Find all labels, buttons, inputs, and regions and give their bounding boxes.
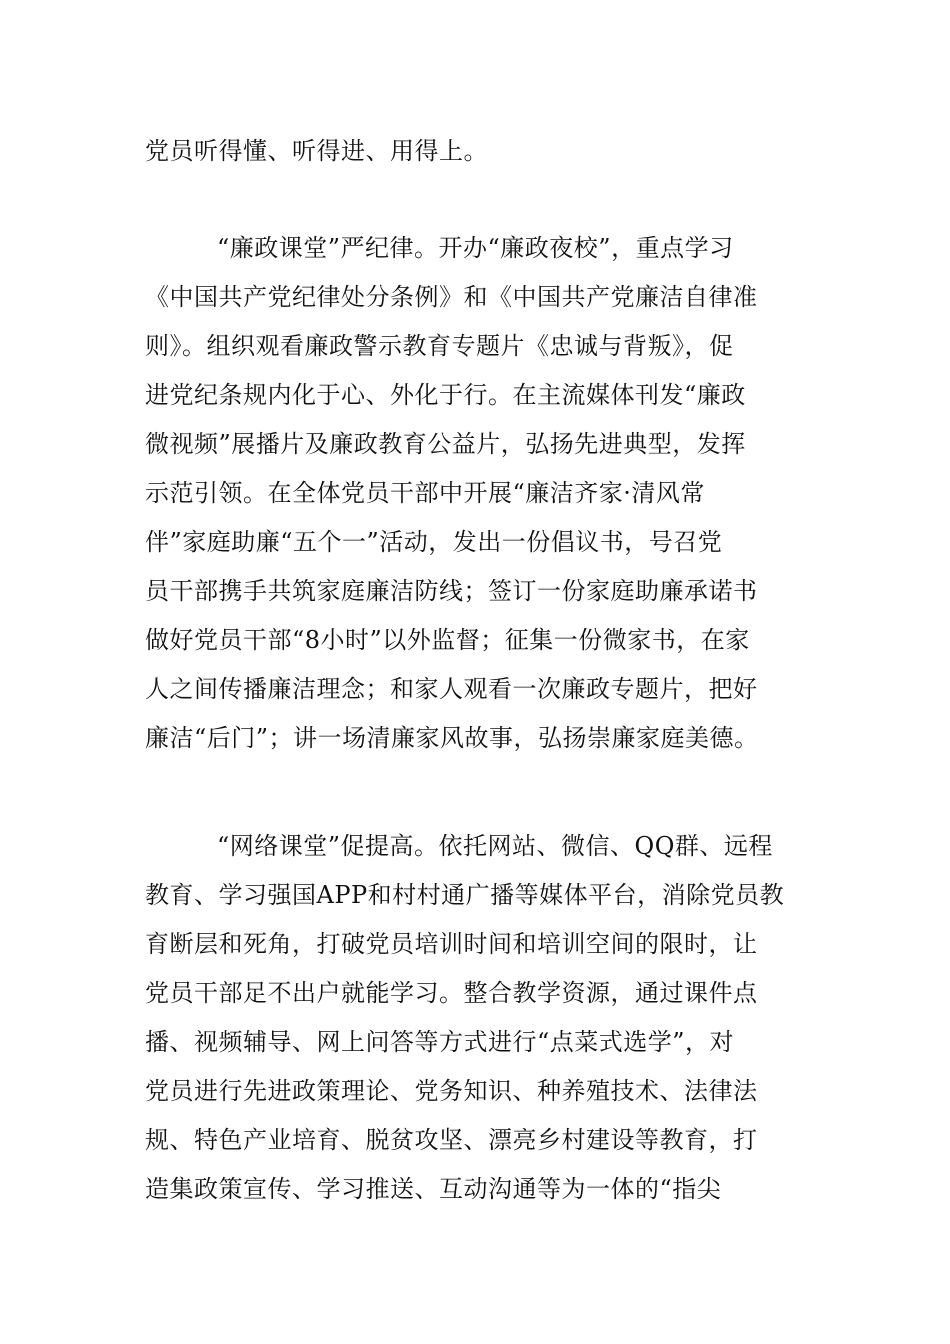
paragraph-line: “网络课堂”促提高。依托网站、微信、QQ群、远程 xyxy=(217,832,773,860)
paragraph-line: 造集政策宣传、学习推送、互动沟通等为一体的“指尖 xyxy=(145,1175,722,1203)
paragraph-line: 育断层和死角，打破党员培训时间和培训空间的限时，让 xyxy=(145,930,758,958)
paragraph-line: 人之间传播廉洁理念；和家人观看一次廉政专题片，把好 xyxy=(145,675,758,703)
continuation-paragraph xyxy=(145,127,810,176)
paragraph-line: 则》。组织观看廉政警示教育专题片《忠诚与背叛》，促 xyxy=(145,332,734,360)
paragraph-line: 做好党员干部“8小时”以外监督；征集一份微家书，在家 xyxy=(145,626,750,654)
paragraph-line: 《中国共产党纪律处分条例》和《中国共产党廉洁自律准 xyxy=(145,283,758,311)
paragraph-line: 微视频”展播片及廉政教育公益片，弘扬先进典型，发挥 xyxy=(145,430,746,458)
paragraph-line: 教育、学习强国APP和村村通广播等媒体平台，消除党员教 xyxy=(145,881,785,909)
paragraph-line: 党员听得懂、听得进、用得上。 xyxy=(145,137,488,165)
paragraph-line: “廉政课堂”严纪律。开办“廉政夜校”，重点学习 xyxy=(217,234,734,262)
paragraph-line: 员干部携手共筑家庭廉洁防线；签订一份家庭助廉承诺书 xyxy=(145,577,758,605)
paragraph-lianzheng-ketang xyxy=(145,224,810,763)
paragraph-line: 规、特色产业培育、脱贫攻坚、漂亮乡村建设等教育，打 xyxy=(145,1126,758,1154)
paragraph-line: 进党纪条规内化于心、外化于行。在主流媒体刊发“廉政 xyxy=(145,381,746,409)
paragraph-line: 廉洁“后门”；讲一场清廉家风故事，弘扬崇廉家庭美德。 xyxy=(145,724,759,752)
paragraph-line: 示范引领。在全体党员干部中开展“廉洁齐家·清风常 xyxy=(145,479,705,507)
paragraph-line: 党员进行先进政策理论、党务知识、种养殖技术、法律法 xyxy=(145,1077,758,1105)
paragraph-line: 播、视频辅导、网上问答等方式进行“点菜式选学”，对 xyxy=(145,1028,735,1056)
paragraph-line: 伴”家庭助廉“五个一”活动，发出一份倡议书，号召党 xyxy=(145,528,723,556)
paragraph-line: 党员干部足不出户就能学习。整合教学资源，通过课件点 xyxy=(145,979,758,1007)
paragraph-wangluo-ketang xyxy=(145,822,810,1214)
